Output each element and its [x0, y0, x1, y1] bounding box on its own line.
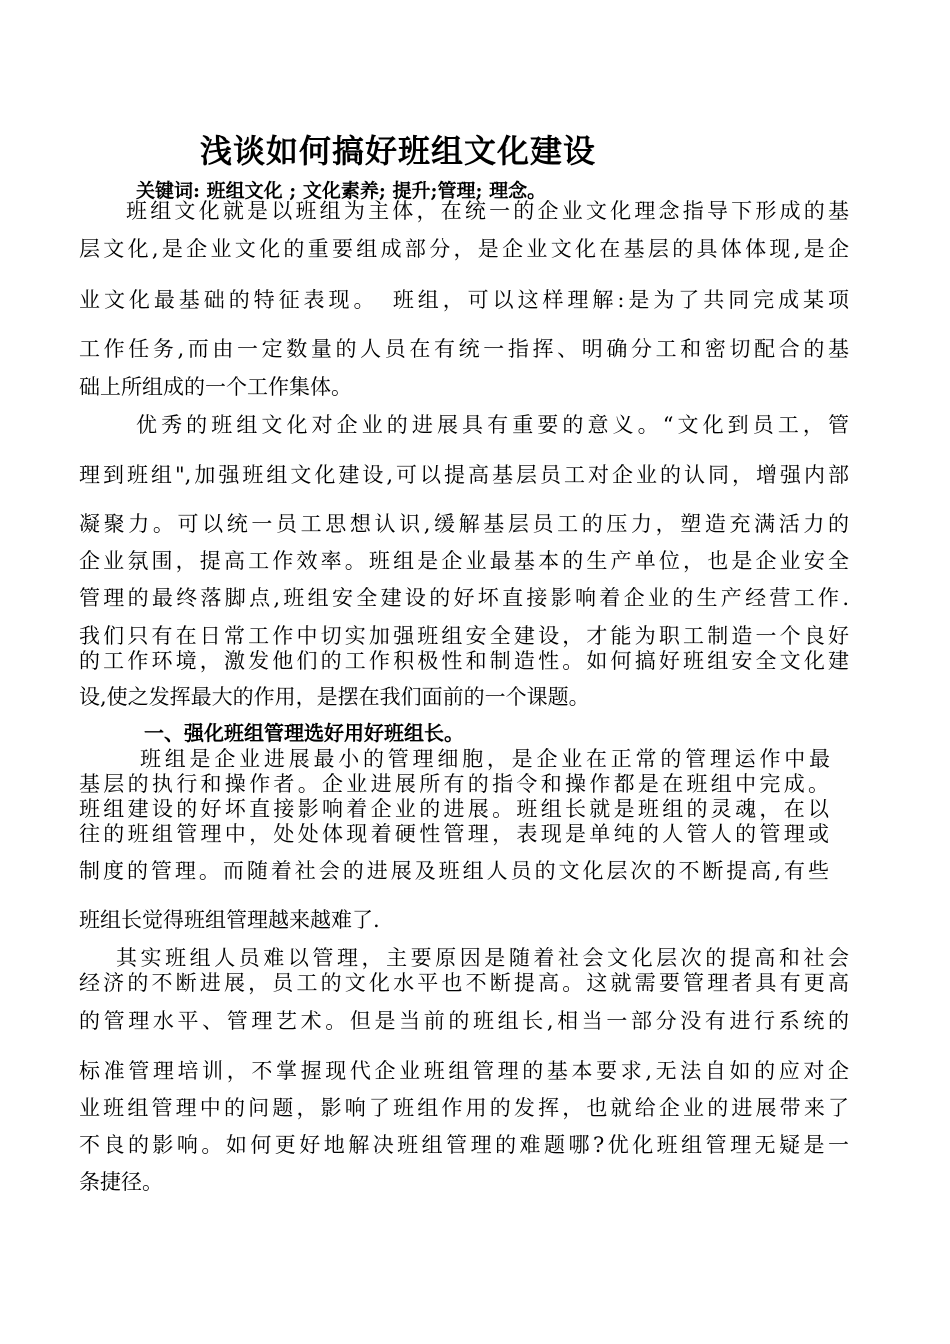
- paragraph-line: 层文化,是企业文化的重要组成部分，是企业文化在基层的具体体现,是企: [79, 237, 849, 261]
- paragraph-line: 企业氛围，提高工作效率。班组是企业最基本的生产单位，也是企业安全: [79, 549, 849, 573]
- paragraph-line: 经济的不断进展，员工的文化水平也不断提高。这就需要管理者具有更高: [79, 971, 849, 995]
- document-title: 浅谈如何搞好班组文化建设: [200, 132, 597, 170]
- paragraph-line: 业文化最基础的特征表现。 班组，可以这样理解:是为了共同完成某项: [79, 288, 849, 312]
- paragraph-line: 班组长觉得班组管理越来越难了.: [79, 908, 380, 932]
- paragraph-line: 业班组管理中的问题，影响了班组作用的发挥，也就给企业的进展带来了: [79, 1096, 849, 1120]
- paragraph-line: 条捷径。: [79, 1170, 163, 1194]
- paragraph-line: 管理的最终落脚点,班组安全建设的好坏直接影响着企业的生产经营工作.: [79, 586, 849, 610]
- paragraph-line: 班组文化就是以班组为主体，在统一的企业文化理念指导下形成的基: [126, 199, 849, 223]
- paragraph-line: 其实班组人员难以管理，主要原因是随着社会文化层次的提高和社会: [116, 946, 849, 970]
- paragraph-line: 凝聚力。可以统一员工思想认识,缓解基层员工的压力，塑造充满活力的: [79, 512, 849, 536]
- paragraph-line: 制度的管理。而随着社会的进展及班组人员的文化层次的不断提高,有些: [79, 859, 829, 883]
- paragraph-line: 不良的影响。如何更好地解决班组管理的难题哪?优化班组管理无疑是一: [79, 1133, 849, 1157]
- paragraph-line: 优秀的班组文化对企业的进展具有重要的意义。“文化到员工，管: [136, 413, 849, 437]
- paragraph-line: 理到班组",加强班组文化建设,可以提高基层员工对企业的认同，增强内部: [79, 463, 849, 487]
- paragraph-line: 班组建设的好坏直接影响着企业的进展。班组长就是班组的灵魂，在以: [79, 797, 829, 821]
- paragraph-line: 基层的执行和操作者。企业进展所有的指令和操作都是在班组中完成。: [79, 772, 829, 796]
- paragraph-line: 工作任务,而由一定数量的人员在有统一指挥、明确分工和密切配合的基: [79, 337, 849, 361]
- paragraph-line: 往的班组管理中，处处体现着硬性管理，表现是单纯的人管人的管理或: [79, 822, 829, 846]
- paragraph-line: 班组是企业进展最小的管理细胞，是企业在正常的管理运作中最: [140, 747, 830, 771]
- paragraph-line: 我们只有在日常工作中切实加强班组安全建设，才能为职工制造一个良好: [79, 624, 849, 648]
- paragraph-line: 的工作环境，激发他们的工作积极性和制造性。如何搞好班组安全文化建: [79, 649, 849, 673]
- paragraph-line: 础上所组成的一个工作集体。: [79, 375, 352, 399]
- keywords-line: 关键词: 班组文化 ; 文化素养; 提升;管理; 理念。: [136, 180, 547, 202]
- section-heading: 一、强化班组管理选好用好班组长。: [144, 721, 464, 745]
- paragraph-line: 的管理水平、管理艺术。但是当前的班组长,相当一部分没有进行系统的: [79, 1009, 849, 1033]
- paragraph-line: 设,使之发挥最大的作用，是摆在我们面前的一个课题。: [79, 685, 590, 709]
- paragraph-line: 标准管理培训，不掌握现代企业班组管理的基本要求,无法自如的应对企: [79, 1059, 849, 1083]
